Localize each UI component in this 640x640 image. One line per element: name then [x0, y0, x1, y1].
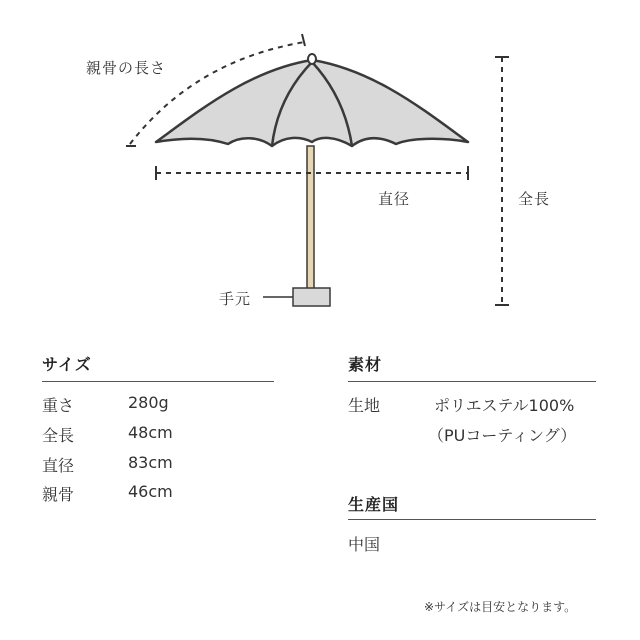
size-row-label: 直径 [42, 456, 75, 475]
origin-divider [348, 519, 596, 520]
umbrella-canopy [156, 60, 468, 146]
total-length-label: 全長 [518, 190, 551, 208]
size-row-value: 46cm [128, 482, 173, 501]
umbrella-shaft [307, 146, 314, 290]
rib-length-end-tick-right [302, 34, 305, 46]
origin-heading: 生産国 [348, 495, 400, 514]
size-row-label: 重さ [42, 396, 75, 415]
rib-length-label: 親骨の長さ [86, 59, 167, 77]
material-value-line1: ポリエステル100% [434, 396, 575, 415]
material-heading: 素材 [348, 355, 383, 374]
umbrella-handle [293, 288, 330, 306]
diameter-label: 直径 [378, 190, 411, 208]
handle-label: 手元 [219, 290, 252, 308]
origin-value: 中国 [348, 535, 381, 554]
size-heading: サイズ [42, 355, 92, 374]
footnote: ※サイズは目安となります。 [424, 600, 577, 614]
material-value-line2: （PUコーティング） [428, 426, 577, 445]
size-row-label: 親骨 [42, 485, 75, 504]
size-row-value: 280g [128, 393, 169, 412]
material-divider [348, 381, 596, 382]
canopy-tip [308, 54, 316, 64]
size-row-value: 83cm [128, 453, 173, 472]
size-divider [42, 381, 274, 382]
size-row-value: 48cm [128, 423, 173, 442]
material-label: 生地 [348, 396, 381, 415]
size-row-label: 全長 [42, 426, 75, 445]
